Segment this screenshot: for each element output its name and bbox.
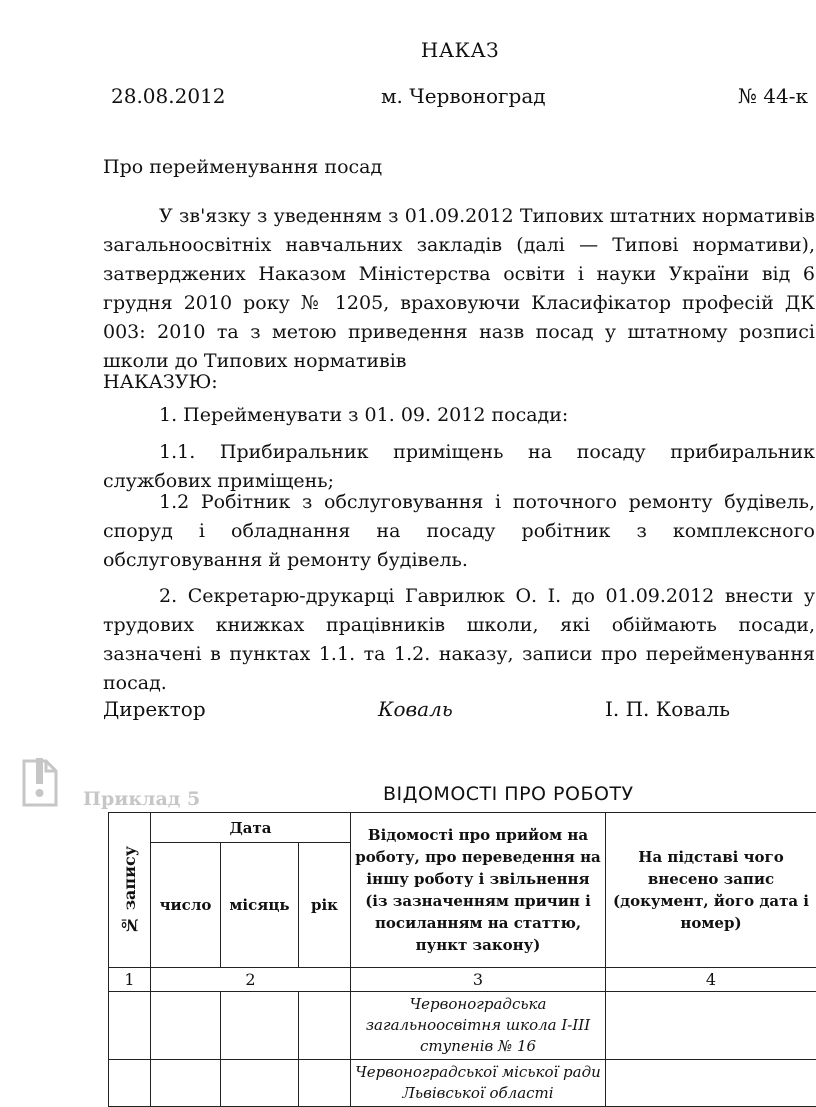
order-item-1-1: 1.1. Прибиральник приміщень на посаду прибиральник службових приміщень; [103,438,815,496]
table-cell [221,992,299,1060]
date-header: Дата [151,813,351,843]
month-header: місяць [221,843,299,968]
column-number: 3 [351,968,606,992]
column-number: 2 [151,968,351,992]
order-item-1-2: 1.2 Робітник з обслуговування і поточного ремонту будівель, споруд і обладнання на посаду робітник з комплексного обслуговування й ремонту будівель. [103,488,815,575]
signature-position: Директор [103,697,206,721]
column-number: 1 [109,968,151,992]
day-header: число [151,843,221,968]
record-number-header: № запису [109,813,151,968]
order-date: 28.08.2012 [111,84,226,108]
order-number: № 44-к [738,84,808,108]
order-item-2: 2. Секретарю-друкарці Гаврилюк О. І. до 01.09.2012 внести у трудових книжках працівників школи, які обіймають посади, зазначені в пунктах 1.1. та 1.2. наказу, записи про перейменування посад. [103,582,815,698]
document-warning-icon [20,757,60,809]
order-city: м. Червоноград [381,84,546,108]
table-cell [221,1060,299,1107]
table-cell [299,992,351,1060]
column-number: 4 [606,968,816,992]
table-cell [151,1060,221,1107]
basis-header: На підставі чого внесено запис (документ, його дата і номер) [606,813,816,968]
document-title: НАКАЗ [0,38,816,62]
order-subject: Про перейменування посад [103,153,815,182]
table-cell [606,992,816,1060]
handwritten-signature: Коваль [378,697,453,721]
table-cell [606,1060,816,1107]
work-record-table [108,812,816,1107]
info-header: Відомості про прийом на роботу, про переведення на іншу роботу і звільнення (із зазначенням причин і посиланням на статтю, пункт закону) [351,813,606,968]
table-row-info: Червоноградська загальноосвітня школа І-ІІІ ступенів № 16 [351,992,606,1060]
table-cell [109,1060,151,1107]
table-cell [299,1060,351,1107]
example-label: Приклад 5 [83,788,200,810]
order-item-1: 1. Перейменувати з 01. 09. 2012 посади: [103,401,815,430]
table-row-info: Червоноградської міської ради Львівської області [351,1060,606,1107]
table-cell [109,992,151,1060]
order-keyword: НАКАЗУЮ: [103,368,815,397]
order-intro-paragraph: У зв'язку з уведенням з 01.09.2012 Типових штатних нормативів загальноосвітніх навчальних закладів (далі — Типові нормативи), затверджених Наказом Міністерства освіти і науки України від 6 грудня 2010 року № 1205, враховуючи Класифікатор професій ДК 003: 2010 та з метою приведення назв посад у штатному розписі школи до Типових нормативів [103,202,815,376]
year-header: рік [299,843,351,968]
table-cell [151,992,221,1060]
signature-name: І. П. Коваль [605,697,730,721]
form-title: ВІДОМОСТІ ПРО РОБОТУ [383,783,634,805]
